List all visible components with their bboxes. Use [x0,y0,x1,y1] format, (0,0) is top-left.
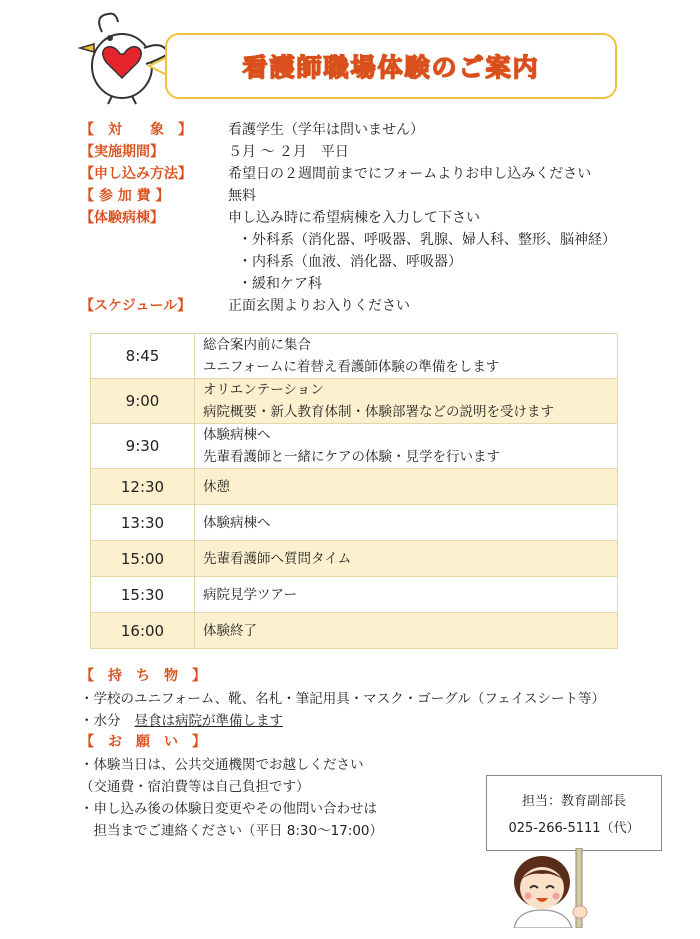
nurse-icon [500,848,610,928]
belongings-lunch-note: 昼食は病院が準備します [134,713,283,729]
schedule-desc [195,379,618,424]
page-title: 看護師職場体験のご案内 [242,53,540,82]
info-label: 【 参 加 費 】 [80,188,170,204]
contact-box [486,775,662,851]
request-line: ・申し込み後の体験日変更やその他問い合わせは [80,801,377,817]
info-label: 【実施期間】 [80,144,164,160]
schedule-desc-line: 先輩看護師と一緒にケアの体験・見学を行います [203,449,500,465]
schedule-table [90,333,618,649]
schedule-time: 13:30 [91,505,195,541]
schedule-time: 16:00 [91,613,195,649]
info-value: 希望日の２週間前までにフォームよりお申し込みください [228,166,592,182]
schedule-desc-line: 総合案内前に集合 [203,337,311,353]
request-line: ・体験当日は、公共交通機関でお越しください [80,757,364,773]
info-label: 【体験病棟】 [80,210,164,226]
schedule-row [91,379,618,424]
info-row-ward [80,206,640,228]
request-line: 担当までご連絡ください（平日 8:30～17:00） [80,823,384,839]
schedule-desc-line: オリエンテーション [203,382,324,398]
schedule-time: 9:30 [91,424,195,469]
schedule-row [91,613,618,649]
info-row-target [80,118,640,140]
schedule-desc-line: 体験病棟へ [203,427,271,443]
schedule-row [91,577,618,613]
ward-item: ・外科系（消化器、呼吸器、乳腺、婦人科、整形、脳神経） [238,232,616,248]
contact-phone: 025-266-5111（代） [508,821,640,836]
info-label: 【申し込み方法】 [80,166,192,182]
schedule-desc [195,334,618,379]
schedule-row [91,469,618,505]
info-label: 【スケジュール】 [80,298,192,314]
info-section [80,118,640,316]
info-value: 無料 [228,188,256,204]
info-value: 看護学生（学年は問いません） [228,122,424,138]
schedule-time: 15:30 [91,577,195,613]
info-value: ５月 ～ ２月 平日 [228,144,349,160]
info-row-fee [80,184,640,206]
belongings-title: 【 持 ち 物 】 [80,668,206,684]
contact-person: 担当：教育副部長 [521,794,626,809]
info-row-application [80,162,640,184]
request-line: （交通費・宿泊費等は自己負担です） [80,779,310,795]
belongings-water: ・水分 [80,713,121,729]
schedule-desc-line: 病院概要・新人教育体制・体験部署などの説明を受けます [203,404,554,420]
schedule-time: 12:30 [91,469,195,505]
schedule-desc-line: ユニフォームに着替え看護師体験の準備をします [203,359,500,375]
ward-item: ・内科系（血液、消化器、呼吸器） [238,254,462,270]
schedule-time: 9:00 [91,379,195,424]
schedule-desc: 休憩 [195,469,618,505]
schedule-desc: 体験病棟へ [195,505,618,541]
schedule-desc [195,424,618,469]
belongings-line: ・学校のユニフォーム、靴、名札・筆記用具・マスク・ゴーグル（フェイスシート等） [80,691,606,707]
schedule-time: 8:45 [91,334,195,379]
requests-title: 【 お 願 い 】 [80,734,206,750]
schedule-row [91,424,618,469]
schedule-desc: 体験終了 [195,613,618,649]
info-value: 申し込み時に希望病棟を入力して下さい [228,210,480,226]
schedule-row [91,505,618,541]
info-label: 【 対 象 】 [80,122,192,138]
schedule-time: 15:00 [91,541,195,577]
title-bubble [165,33,617,99]
schedule-desc: 病院見学ツアー [195,577,618,613]
info-row-period [80,140,640,162]
belongings-line [80,708,660,730]
schedule-row [91,334,618,379]
info-row-schedule [80,294,640,316]
info-value: 正面玄関よりお入りください [228,298,410,314]
ward-item: ・緩和ケア科 [238,276,322,292]
schedule-desc: 先輩看護師へ質問タイム [195,541,618,577]
schedule-row [91,541,618,577]
